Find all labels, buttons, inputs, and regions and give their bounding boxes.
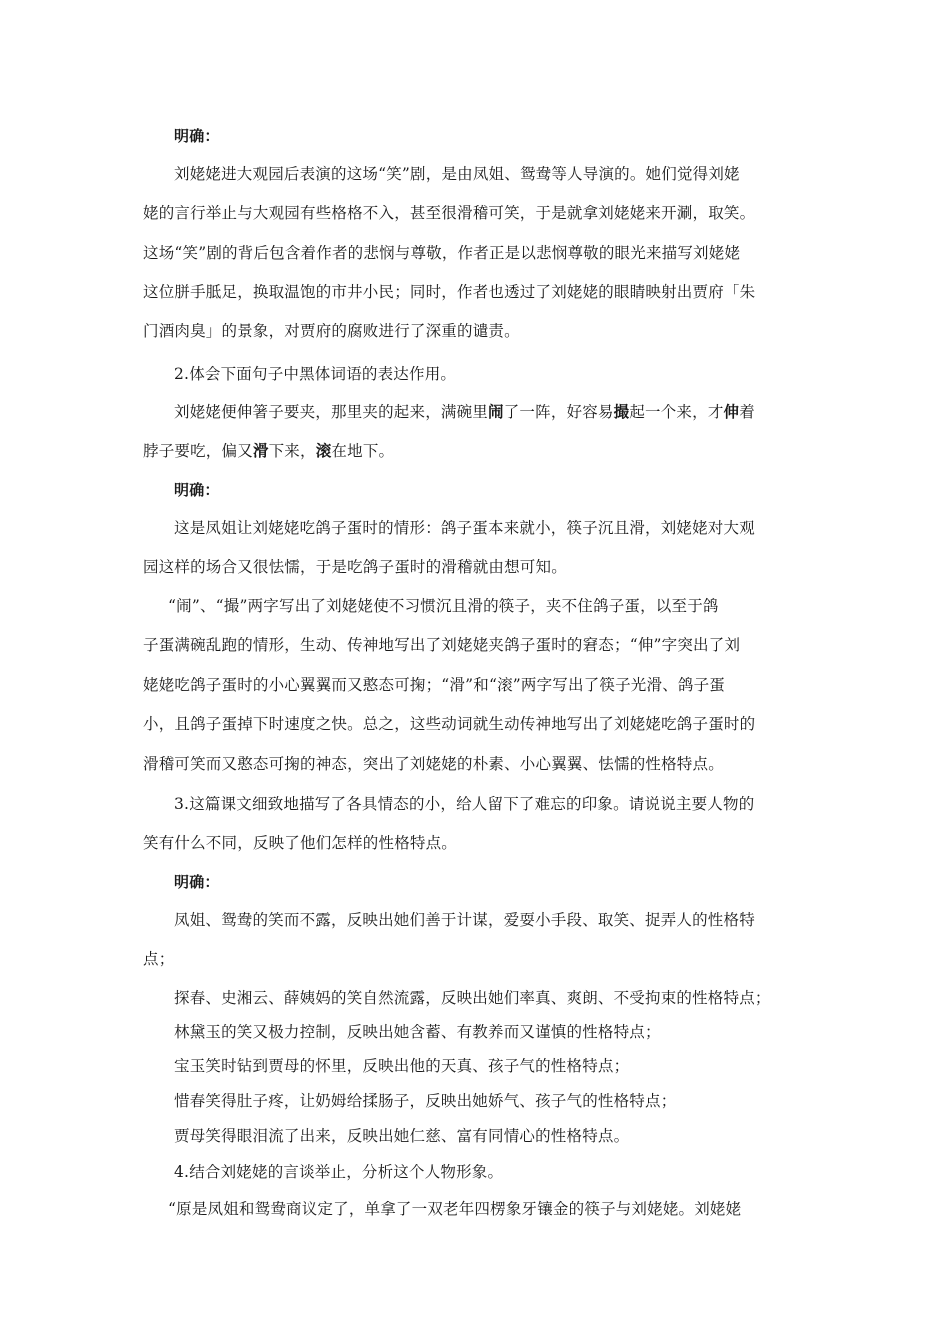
answer-label: 明确： <box>174 127 220 145</box>
paragraph-line: 刘姥姥进大观园后表演的这场“笑”剧，是由凤姐、鸳鸯等人导演的。她们觉得刘姥 <box>174 165 740 183</box>
quoted-sentence-line <box>174 402 810 422</box>
paragraph-line: 贾母笑得眼泪流了出来，反映出她仁慈、富有同情心的性格特点。 <box>174 1127 630 1145</box>
answer-label: 明确： <box>174 873 220 891</box>
keyword-hua: 滑 <box>252 442 269 460</box>
keyword-gun: 滚 <box>315 442 332 460</box>
sentence-text: 在地下。 <box>331 442 395 460</box>
quoted-sentence-line <box>143 441 809 461</box>
paragraph-line: 这位胼手胝足，换取温饱的市井小民；同时，作者也透过了刘姥姥的眼睛映射出贾府「朱 <box>143 283 756 301</box>
sentence-text: 起一个来，才 <box>629 403 724 421</box>
paragraph-line: 宝玉笑时钻到贾母的怀里，反映出他的天真、孩子气的性格特点； <box>174 1057 630 1075</box>
keyword-nao: 闹 <box>488 403 504 421</box>
sentence-text: 了一阵，好容易 <box>503 403 614 421</box>
paragraph-line: 这是凤姐让刘姥姥吃鸽子蛋时的情形：鸽子蛋本来就小，筷子沉且滑，刘姥姥对大观 <box>174 519 755 537</box>
paragraph-line: 园这样的场合又很怯懦，于是吃鸽子蛋时的滑稽就由想可知。 <box>143 558 567 576</box>
sentence-text: 下来， <box>268 442 316 460</box>
sentence-text: 着 <box>739 403 755 421</box>
paragraph-line: 滑稽可笑而又憨态可掬的神态，突出了刘姥姥的朴素、小心翼翼、怯懦的性格特点。 <box>143 755 724 773</box>
question-2: 2.体会下面句子中黑体词语的表达作用。 <box>174 365 457 383</box>
paragraph-line: 林黛玉的笑又极力控制，反映出她含蓄、有教养而又谨慎的性格特点； <box>174 1023 661 1041</box>
keyword-cuo: 撮 <box>613 403 630 421</box>
keyword-shen: 伸 <box>723 403 740 421</box>
paragraph-line: 子蛋满碗乱跑的情形，生动、传神地写出了刘姥姥夹鸽子蛋时的窘态；“伸”字突出了刘 <box>143 636 741 654</box>
paragraph-line: 这场“笑”剧的背后包含着作者的悲悯与尊敬，作者正是以悲悯尊敬的眼光来描写刘姥姥 <box>143 244 741 262</box>
question-4: 4.结合刘姥姥的言谈举止，分析这个人物形象。 <box>174 1163 504 1181</box>
paragraph-line: 惜春笑得肚子疼，让奶姆给揉肠子，反映出她娇气、孩子气的性格特点； <box>174 1092 677 1110</box>
sentence-text: 刘姥姥便伸箸子要夹，那里夹的起来，满碗里 <box>174 403 489 421</box>
paragraph-line: 姥姥吃鸽子蛋时的小心翼翼而又憨态可掬；“滑”和“滚”两字写出了筷子光滑、鸽子蛋 <box>143 676 725 694</box>
sentence-text: 脖子要吃，偏又 <box>143 442 253 460</box>
question-3-cont: 笑有什么不同，反映了他们怎样的性格特点。 <box>143 834 458 852</box>
answer-label: 明确： <box>174 481 220 499</box>
paragraph-line: 探春、史湘云、薛姨妈的笑自然流露，反映出她们率真、爽朗、不受拘束的性格特点； <box>174 989 771 1007</box>
paragraph-line: 小，且鸽子蛋掉下时速度之快。总之，这些动词就生动传神地写出了刘姥姥吃鸽子蛋时的 <box>143 715 756 733</box>
paragraph-line: 门酒肉臭」的景象，对贾府的腐败进行了深重的谴责。 <box>143 322 520 340</box>
question-3: 3.这篇课文细致地描写了各具情态的小，给人留下了难忘的印象。请说说主要人物的 <box>174 795 755 813</box>
paragraph-line: 点； <box>143 950 175 968</box>
paragraph-line: 凤姐、鸳鸯的笑而不露，反映出她们善于计谋，爱耍小手段、取笑、捉弄人的性格特 <box>174 911 755 929</box>
paragraph-line: “原是凤姐和鸳鸯商议定了，单拿了一双老年四楞象牙镶金的筷子与刘姥姥。刘姥姥 <box>168 1200 742 1218</box>
paragraph-line: “闹”、“撮”两字写出了刘姥姥使不习惯沉且滑的筷子，夹不住鸽子蛋，以至于鸽 <box>168 597 719 615</box>
paragraph-line: 姥的言行举止与大观园有些格格不入，甚至很滑稽可笑，于是就拿刘姥姥来开涮，取笑。 <box>143 204 756 222</box>
